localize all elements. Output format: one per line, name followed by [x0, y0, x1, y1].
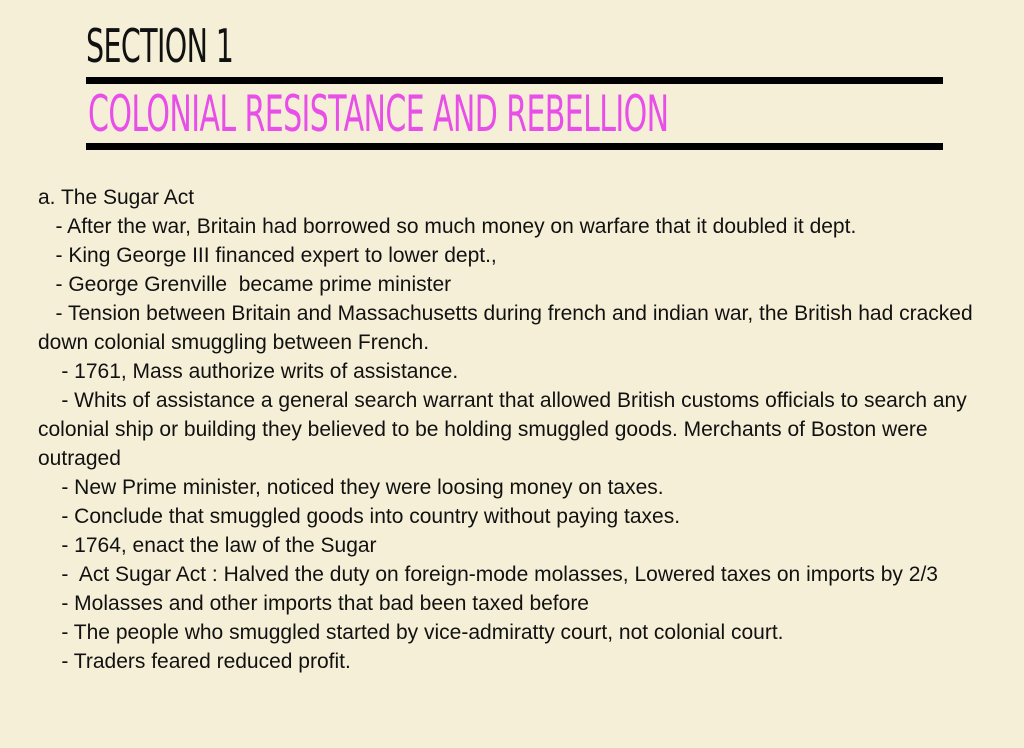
bottom-rule: [86, 143, 943, 150]
page-title: COLONIAL RESISTANCE AND REBELLION: [88, 85, 669, 143]
note-line: - New Prime minister, noticed they were loosing money on taxes.: [38, 476, 664, 499]
note-line: - Tension between Britain and Massachusetts during french and indian war, the British had cracked down colonial smuggling between French.: [38, 302, 979, 354]
note-line: - Whits of assistance a general search warrant that allowed British customs officials to search any colonial ship or building they believed to be holding smuggled goods. Merchants of Boston were outraged: [38, 389, 973, 470]
note-line: - After the war, Britain had borrowed so much money on warfare that it doubled it dept.: [38, 215, 857, 238]
note-line: - George Grenville became prime minister: [38, 273, 452, 296]
note-line: - 1761, Mass authorize writs of assistance.: [38, 360, 459, 383]
section-label: SECTION 1: [86, 19, 234, 73]
note-line: - Traders feared reduced profit.: [38, 650, 351, 673]
top-rule: [86, 77, 943, 84]
note-line: - Conclude that smuggled goods into country without paying taxes.: [38, 505, 681, 528]
note-line: a. The Sugar Act: [38, 186, 195, 209]
note-line: - Molasses and other imports that bad been taxed before: [38, 592, 589, 615]
note-line: - The people who smuggled started by vice-admiratty court, not colonial court.: [38, 621, 784, 644]
note-line: - King George III financed expert to lower dept.,: [38, 244, 497, 267]
note-line: - 1764, enact the law of the Sugar: [38, 534, 377, 557]
notes-body: [38, 183, 998, 676]
note-line: - Act Sugar Act : Halved the duty on foreign-mode molasses, Lowered taxes on imports by 2/3: [38, 563, 938, 586]
